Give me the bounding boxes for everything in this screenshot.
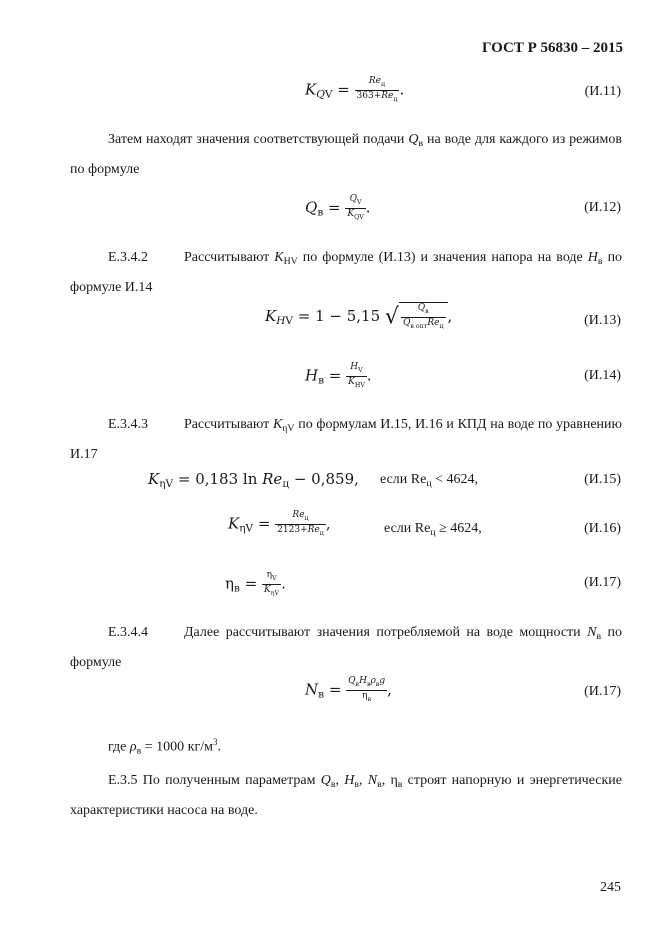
condition-i15: если $Re_ц < 4624$, [380,472,478,489]
equation-number-i11: (И.11) [584,84,621,99]
formula-i17-efficiency: $\eta_в$ = $\frac{\eta_V}{K_{\eta V}}$ . [225,570,286,597]
formula-i14: $H_в$ = $\frac{H_V}{K_{HV}}$ . [305,362,372,389]
paragraph-1: Затем находят значения соответствующей подачи $Q_в$ на воде для каждого из режимов по формуле [70,132,622,177]
equation-number-i13: (И.13) [584,313,621,328]
paragraph-e344: Е.3.4.4 Далее рассчитывают значения потребляемой на воде мощности $N_в$ по формуле [70,625,622,670]
formula-i17-power: $N_в$ = $\frac{Q_вH_в\rho_вg}{\eta_в}$ , [305,676,392,703]
equation-number-i12: (И.12) [584,200,621,215]
equation-number-i15: (И.15) [584,472,621,487]
paragraph-e342: Е.3.4.2 Рассчитывают $K_{HV}$ по формуле (И.13) и значения напора на воде $H_в$ по формуле И.14 [70,250,623,295]
equation-number-i16: (И.16) [584,521,621,536]
formula-i13: $K_{HV} = 1 - 5,15$ √ $\frac{Q_в}{Q_{в опт}Re_ц}$ , [265,303,453,330]
condition-i16: если $Re_ц \ge 4624$, [384,521,482,538]
formula-i12: $Q_в$ = $\frac{Q_V}{K_{QV}}$ . [305,194,371,221]
page-number: 245 [600,880,621,895]
paragraph-e35: Е.3.5 По полученным параметрам $Q_в$, $H_в$, $N_в$, $\eta_в$ строят напорную и энергетические характеристики насоса на воде. [70,773,623,818]
formula-i11: $K_{QV}$ = $\frac{Re_ц}{363+Re_ц}$ . [305,76,405,103]
document-header: ГОСТ Р 56830 – 2015 [481,40,623,56]
formula-i16: $K_{\eta V}$ = $\frac{Re_ц}{2123+Re_ц}$ , [228,510,331,537]
equation-number-i17-a: (И.17) [584,575,621,590]
paragraph-density: где $\rho_в = 1000$ $кг/м^3$. [108,737,221,757]
paragraph-e343: Е.3.4.3 Рассчитывают $K_{\eta V}$ по формулам И.15, И.16 и КПД на воде по уравнению И.17 [70,417,622,462]
equation-number-i14: (И.14) [584,368,621,383]
equation-number-i17-b: (И.17) [584,684,621,699]
formula-i15: $K_{\eta V} = 0,183$ $\ln Re_ц - 0,859$, [148,470,359,490]
